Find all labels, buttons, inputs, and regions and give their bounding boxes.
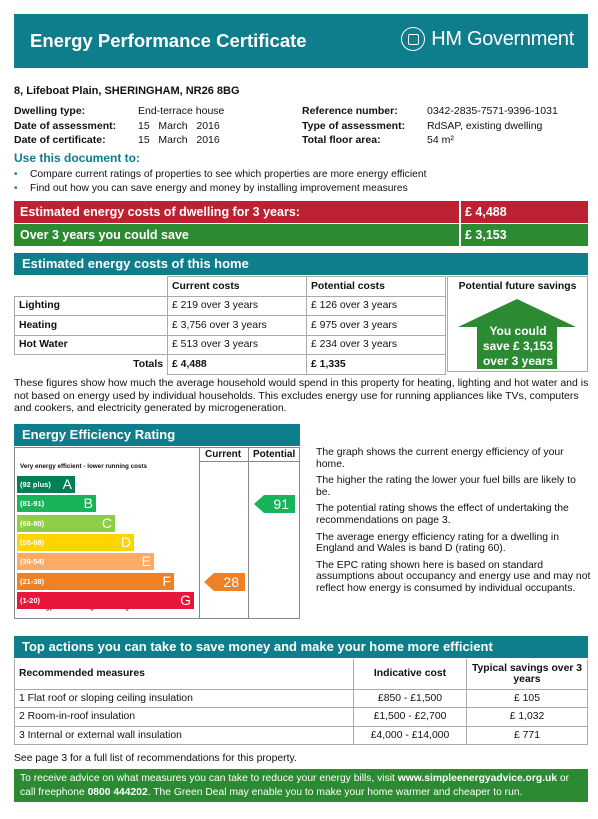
- cost-current: £ 219 over 3 years: [168, 296, 307, 316]
- band-letter: G: [180, 591, 191, 608]
- band-range: (39-54): [20, 557, 45, 567]
- footer-line-2: [20, 786, 582, 800]
- savings-line: save £ 3,153: [482, 339, 554, 353]
- date-of-certificate-row: [14, 133, 224, 148]
- estimated-costs-value: £ 4,488: [465, 205, 507, 219]
- band-range: (1-20): [20, 595, 41, 605]
- savings-header: Typical savings over 3 years: [467, 659, 588, 689]
- dwelling-type-row: [14, 104, 224, 119]
- estimated-costs-bar: [14, 201, 588, 223]
- totals-label: Totals: [15, 355, 168, 375]
- cost-current: £ 3,756 over 3 years: [168, 316, 307, 336]
- totals-row: [15, 355, 446, 375]
- band-letter: C: [101, 514, 112, 531]
- actions-table: [14, 659, 588, 745]
- header-bar: [14, 14, 588, 68]
- detail-label: Date of assessment:: [14, 119, 117, 132]
- potential-rating-value: 91: [273, 496, 289, 513]
- see-page-note: See page 3 for a full list of recommendations for this property.: [14, 753, 297, 764]
- future-savings-header: Potential future savings: [458, 281, 577, 292]
- cost-potential: £ 126 over 3 years: [307, 296, 446, 316]
- divider: [248, 447, 249, 619]
- cost-row-name: Lighting: [15, 296, 168, 316]
- rating-band-b: [17, 495, 96, 512]
- estimated-costs-label: Estimated energy costs of dwelling for 3 years:: [20, 205, 300, 219]
- band-letter: F: [162, 572, 171, 589]
- total-potential: £ 1,335: [307, 355, 446, 375]
- potential-rating-arrow: [254, 495, 295, 516]
- band-letter: D: [120, 533, 131, 550]
- freephone-number: 0800 444202: [87, 786, 148, 798]
- measure-saving: £ 771: [467, 726, 588, 745]
- rating-band-f: [17, 573, 174, 590]
- band-letter: A: [62, 476, 72, 492]
- current-column-header: Current: [205, 449, 242, 460]
- costs-section-heading: [14, 253, 588, 275]
- detail-label: Total floor area:: [302, 134, 381, 146]
- potential-column-header: Potential: [253, 449, 296, 460]
- potential-costs-header: Potential costs: [307, 277, 446, 297]
- savings-line: over 3 years: [482, 354, 554, 368]
- list-item: [14, 168, 426, 182]
- detail-value: 15 March 2016: [138, 134, 220, 146]
- table-header-row: [15, 659, 588, 689]
- type-of-assessment-row: [302, 119, 558, 134]
- rating-band-d: [17, 534, 134, 551]
- advice-website-link[interactable]: www.simpleenergyadvice.org.uk: [397, 773, 558, 784]
- use-list: [14, 168, 426, 195]
- list-item-text: Find out how you can save energy and money by installing improvement measures: [30, 182, 408, 194]
- rating-band-g: [17, 592, 194, 609]
- savings-arrow-text: [470, 324, 566, 369]
- measure-cost: £850 - £1,500: [354, 689, 467, 708]
- footer-text: or: [557, 773, 570, 784]
- measure-cost: £1,500 - £2,700: [354, 708, 467, 727]
- reference-number-row: [302, 104, 558, 119]
- very-efficient-label: Very energy efficient - lower running costs: [20, 463, 148, 470]
- table-row: [15, 689, 588, 708]
- divider: [459, 224, 461, 246]
- table-row: [15, 316, 446, 336]
- rating-band-a: [17, 476, 75, 493]
- measure-saving: £ 1,032: [467, 708, 588, 727]
- divider: [199, 461, 300, 462]
- total-floor-area-row: [302, 133, 558, 148]
- could-save-bar: [14, 224, 588, 246]
- measures-header: Recommended measures: [15, 659, 354, 689]
- band-letter: B: [83, 495, 93, 512]
- cost-potential: £ 975 over 3 years: [307, 316, 446, 336]
- footer-advice-bar: [14, 769, 588, 802]
- footer-line-1: [20, 772, 582, 786]
- divider: [459, 201, 461, 223]
- potential-future-savings: [447, 276, 588, 372]
- detail-value: RdSAP, existing dwelling: [427, 119, 543, 132]
- table-row: [15, 708, 588, 727]
- measure-name: 2 Room-in-roof insulation: [15, 708, 354, 727]
- band-range: (92 plus): [20, 480, 51, 489]
- cost-current: £ 513 over 3 years: [168, 335, 307, 355]
- rating-section-heading: [14, 424, 300, 446]
- band-range: (55-68): [20, 537, 45, 547]
- rating-text: The potential rating shows the effect of undertaking the recommendations on page 3.: [316, 503, 569, 526]
- rating-band-e: [17, 553, 154, 570]
- total-current: £ 4,488: [168, 355, 307, 375]
- costs-table: [14, 276, 446, 375]
- rating-text: The average energy efficiency rating for a dwelling in England and Wales is band D (rating 60).: [316, 531, 559, 555]
- bullet-icon: •: [14, 169, 18, 180]
- measure-saving: £ 105: [467, 689, 588, 708]
- detail-value: 15 March 2016: [138, 119, 220, 132]
- rating-text: The higher the rating the lower your fuel bills are likely to be.: [316, 475, 576, 498]
- royal-crest-icon: [401, 27, 425, 51]
- rating-explanation: [316, 447, 591, 600]
- measure-name: 3 Internal or external wall insulation: [15, 726, 354, 745]
- table-row: [15, 296, 446, 316]
- bullet-icon: •: [14, 182, 18, 194]
- section-title: Top actions you can take to save money and make your home more efficient: [22, 639, 493, 654]
- detail-label: Dwelling type:: [14, 105, 86, 117]
- cost-row-name: Heating: [15, 316, 168, 336]
- detail-value: 0342-2835-7571-9396-1031: [427, 105, 558, 117]
- footer-text: call freephone: [20, 786, 88, 798]
- list-item: [14, 182, 426, 196]
- section-title: Estimated energy costs of this home: [22, 256, 249, 271]
- could-save-label: Over 3 years you could save: [20, 228, 189, 242]
- rating-text: The graph shows the current energy efficiency of your home.: [316, 447, 564, 470]
- page-title: Energy Performance Certificate: [30, 30, 307, 51]
- measure-name: 1 Flat roof or sloping ceiling insulation: [15, 689, 354, 708]
- band-range: (21-38): [20, 576, 45, 586]
- cost-header: Indicative cost: [354, 659, 467, 689]
- rating-text: The EPC rating shown here is based on standard assumptions about occupancy and energy use and may not reflect how energy is consumed by individual occupants.: [316, 559, 591, 594]
- hm-government-logo: [401, 27, 574, 51]
- use-heading: Use this document to:: [14, 151, 141, 165]
- band-range: (69-80): [20, 518, 45, 528]
- section-title: Energy Efficiency Rating: [22, 427, 176, 442]
- date-of-assessment-row: [14, 119, 224, 134]
- current-rating-value: 28: [223, 573, 239, 590]
- details-left: [14, 104, 224, 148]
- cost-potential: £ 234 over 3 years: [307, 335, 446, 355]
- current-costs-header: Current costs: [168, 277, 307, 297]
- could-save-value: £ 3,153: [465, 228, 507, 242]
- measure-cost: £4,000 - £14,000: [354, 726, 467, 745]
- detail-value: End-terrace house: [138, 105, 225, 117]
- actions-section-heading: [14, 636, 588, 658]
- detail-label: Type of assessment:: [302, 119, 406, 132]
- band-range: (81-91): [20, 499, 45, 509]
- savings-line: You could: [489, 324, 547, 338]
- table-header-row: [15, 277, 446, 297]
- detail-label: Reference number:: [302, 105, 398, 117]
- table-row: [15, 335, 446, 355]
- empty-header: [15, 277, 168, 297]
- rating-band-c: [17, 515, 115, 532]
- cost-row-name: Hot Water: [15, 335, 168, 355]
- table-row: [15, 726, 588, 745]
- details-right: [302, 104, 558, 148]
- footer-text: . The Green Deal may enable you to make your home warmer and cheaper to run.: [147, 786, 523, 798]
- current-rating-arrow: [204, 573, 245, 594]
- band-letter: E: [141, 553, 151, 570]
- property-address: 8, Lifeboat Plain, SHERINGHAM, NR26 8BG: [14, 85, 240, 97]
- costs-explanation: These figures show how much the average household would spend in this property for heating, lighting and hot water and is not based on energy used by individual households. This excludes energy use for running appliances like TVs, computers and cookers, and electricity generated by microgeneration.: [14, 377, 589, 415]
- detail-label: Date of certificate:: [14, 134, 106, 146]
- list-item-text: Compare current ratings of properties to see which properties are more energy efficient: [30, 169, 427, 180]
- footer-text: To receive advice on what measures you can take to reduce your energy bills, visit: [20, 773, 398, 784]
- divider: [199, 447, 200, 619]
- detail-value: 54 m²: [427, 134, 454, 146]
- hm-government-text: HM Government: [431, 27, 574, 50]
